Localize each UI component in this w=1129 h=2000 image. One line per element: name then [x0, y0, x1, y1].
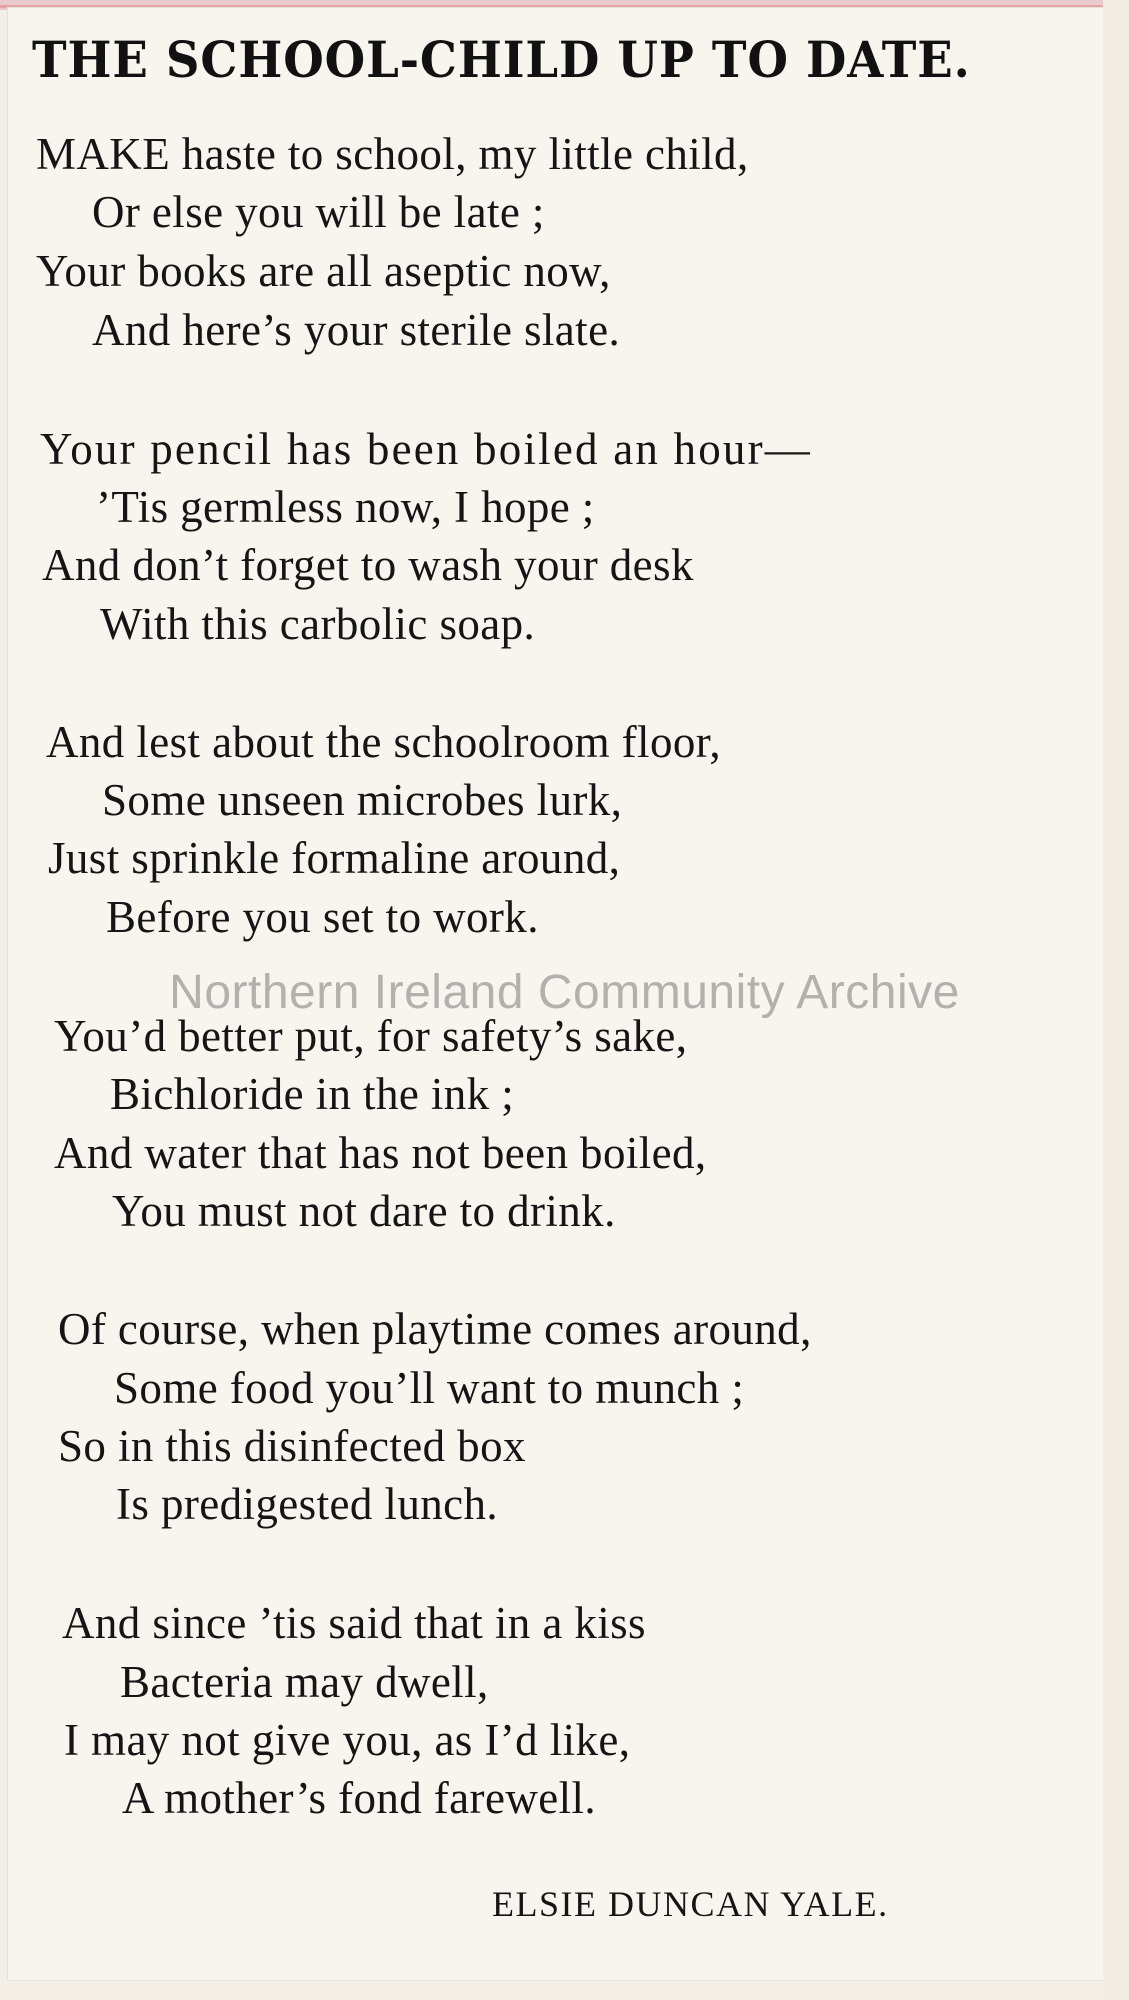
poem-line: A mother’s fond farewell.: [122, 1773, 597, 1823]
poem-line: Your books are all aseptic now,: [36, 246, 611, 296]
poem-line: You must not dare to drink.: [112, 1186, 616, 1236]
poem-line: MAKE haste to school, my little child,: [36, 129, 749, 179]
poem-line: And since ’tis said that in a kiss: [62, 1598, 646, 1648]
poem-line: Some food you’ll want to munch ;: [114, 1363, 745, 1413]
poem-line: Or else you will be late ;: [92, 187, 545, 237]
author-signature: ELSIE DUNCAN YALE.: [492, 1884, 889, 1924]
poem-line: Of course, when playtime comes around,: [58, 1304, 812, 1354]
poem-line: I may not give you, as I’d like,: [64, 1715, 631, 1765]
poem-line: ’Tis germless now, I hope ;: [96, 482, 595, 532]
poem-line: And lest about the schoolroom floor,: [46, 717, 721, 767]
poem-line: Before you set to work.: [106, 892, 539, 942]
poem-title: THE SCHOOL-CHILD UP TO DATE.: [32, 30, 971, 89]
poem-line: Some unseen microbes lurk,: [102, 775, 623, 825]
poem-line: And water that has not been boiled,: [54, 1128, 707, 1178]
poem-line: With this carbolic soap.: [100, 599, 536, 649]
poem-line: Just sprinkle formaline around,: [48, 833, 621, 883]
poem-line: You’d better put, for safety’s sake,: [54, 1011, 688, 1061]
scan-margin: [1103, 0, 1129, 2000]
poem-line: So in this disinfected box: [58, 1421, 526, 1471]
poem-line: Is predigested lunch.: [116, 1479, 499, 1529]
poem-line: Bichloride in the ink ;: [110, 1069, 515, 1119]
poem-line: Bacteria may dwell,: [120, 1657, 489, 1707]
poem-line: And don’t forget to wash your desk: [42, 540, 694, 590]
poem-line: Your pencil has been boiled an hour—: [40, 424, 812, 474]
archive-watermark: Northern Ireland Community Archive: [169, 966, 960, 1019]
poem-line: And here’s your sterile slate.: [92, 305, 621, 355]
